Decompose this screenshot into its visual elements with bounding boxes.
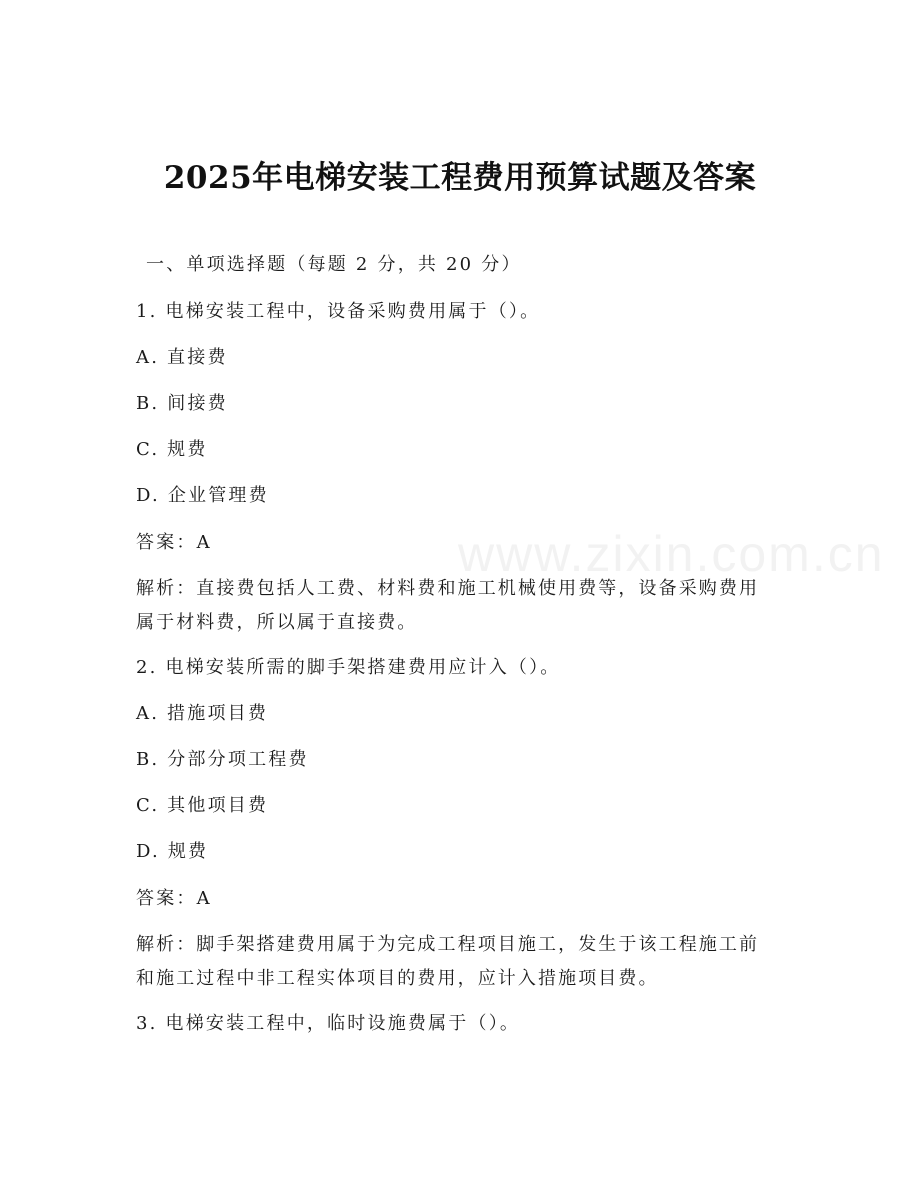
document-title: 2025年电梯安装工程费用预算试题及答案 [163, 160, 757, 196]
question-1-option-b: B. 间接费 [136, 393, 228, 414]
question-2-option-d: D. 规费 [136, 841, 209, 862]
question-1-stem: 1. 电梯安装工程中，设备采购费用属于（）。 [136, 301, 541, 322]
question-1-option-a: A. 直接费 [136, 347, 228, 368]
question-2-option-a: A. 措施项目费 [136, 703, 269, 724]
question-2-answer: 答案：A [136, 888, 212, 909]
question-1-option-c: C. 规费 [136, 439, 208, 460]
question-2-option-c: C. 其他项目费 [136, 795, 269, 816]
question-1-option-d: D. 企业管理费 [136, 485, 269, 506]
question-1-analysis: 解析：直接费包括人工费、材料费和施工机械使用费等，设备采购费用属于材料费，所以属于直接费。 [136, 578, 760, 633]
question-3-stem: 3. 电梯安装工程中，临时设施费属于（）。 [136, 1013, 521, 1034]
question-2-option-b: B. 分部分项工程费 [136, 749, 309, 770]
question-2-stem: 2. 电梯安装所需的脚手架搭建费用应计入（）。 [136, 657, 561, 678]
watermark: www.zixin.com.cn [458, 526, 885, 582]
question-1-answer: 答案：A [136, 532, 212, 553]
section-heading: 一、单项选择题（每题 2 分，共 20 分） [146, 254, 522, 275]
question-2-analysis: 解析：脚手架搭建费用属于为完成工程项目施工，发生于该工程施工前和施工过程中非工程实体项目的费用，应计入措施项目费。 [136, 934, 760, 989]
